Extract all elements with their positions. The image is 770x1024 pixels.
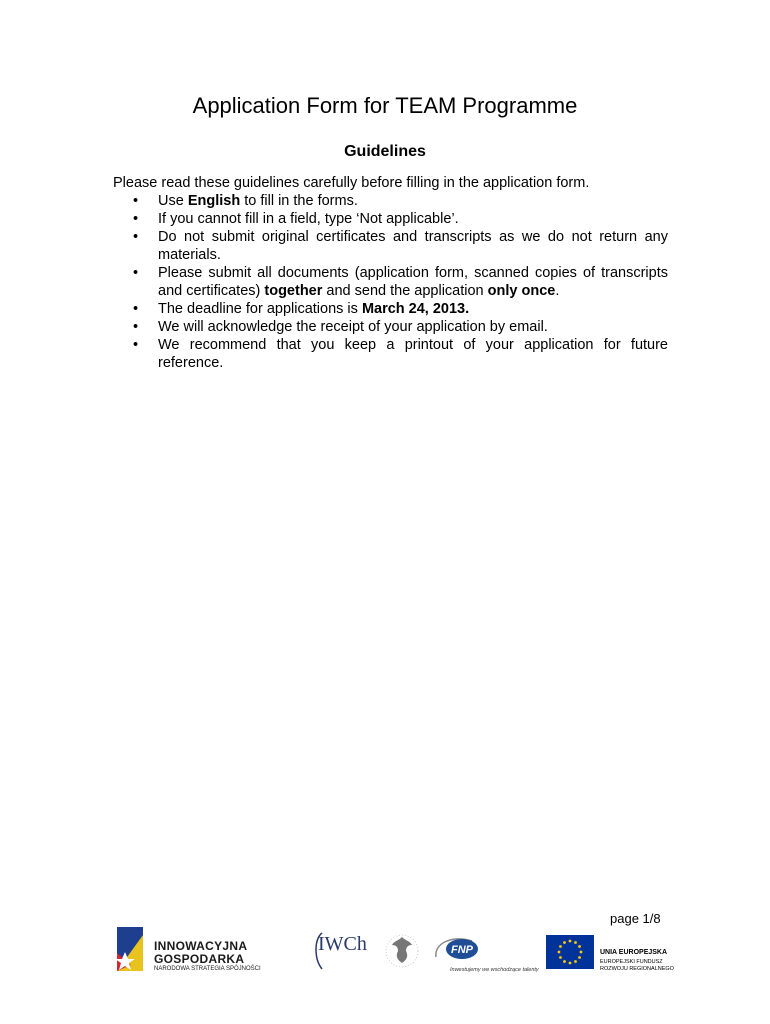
page-number: page 1/8 bbox=[610, 911, 661, 926]
guideline-text: . bbox=[555, 283, 560, 299]
ministry-seal-logo bbox=[384, 931, 420, 971]
footer-logos bbox=[0, 925, 770, 985]
guideline-text: We will acknowledge the receipt of your application by email. bbox=[158, 319, 548, 335]
bullet-dot: • bbox=[133, 229, 139, 245]
bullet-dot: • bbox=[133, 337, 139, 353]
iwch-logo bbox=[312, 929, 372, 973]
guideline-emphasis: together bbox=[264, 283, 323, 299]
innowacyjna-line3: NARODOWA STRATEGIA SPÓJNOŚCI bbox=[154, 966, 261, 972]
iwch-text: IWCh bbox=[318, 933, 367, 955]
eu-star-icon bbox=[558, 951, 561, 954]
eu-star-icon bbox=[559, 956, 562, 959]
guideline-item bbox=[113, 300, 668, 318]
eu-line1: UNIA EUROPEJSKA bbox=[600, 949, 668, 956]
eu-star-icon bbox=[578, 945, 581, 948]
bullet-dot: • bbox=[133, 319, 139, 335]
eu-line3: ROZWOJU REGIONALNEGO bbox=[600, 966, 674, 972]
eu-logo bbox=[546, 935, 676, 971]
guideline-item bbox=[113, 228, 668, 264]
guideline-item bbox=[113, 264, 668, 300]
bullet-dot: • bbox=[133, 265, 139, 281]
eu-star-icon bbox=[569, 962, 572, 965]
eu-flag-icon bbox=[546, 935, 594, 969]
innowacyjna-gospodarka-logo bbox=[113, 925, 283, 977]
guidelines-list bbox=[113, 192, 668, 372]
eu-star-icon bbox=[569, 940, 572, 943]
fnp-caption: Inwestujemy we wschodzące talenty bbox=[450, 967, 539, 973]
guidelines-heading: Guidelines bbox=[344, 143, 426, 160]
guideline-item bbox=[113, 210, 668, 228]
eu-star-icon bbox=[563, 960, 566, 963]
guideline-text: We recommend that you keep a printout of your application for future reference. bbox=[158, 337, 668, 371]
eu-star-icon bbox=[574, 941, 577, 944]
bullet-dot: • bbox=[133, 301, 139, 317]
guideline-text: Use bbox=[158, 193, 188, 209]
guideline-emphasis: March 24, 2013. bbox=[361, 301, 470, 317]
guideline-text: Please submit all documents (application form, scanned copies of transcripts and certificates) bbox=[158, 265, 668, 299]
eu-star-icon bbox=[563, 941, 566, 944]
bullet-dot: • bbox=[133, 211, 139, 227]
intro-text: Please read these guidelines carefully before filling in the application form. bbox=[113, 175, 590, 191]
innowacyjna-line2: GOSPODARKA bbox=[154, 952, 245, 966]
eu-star-icon bbox=[580, 951, 583, 954]
guideline-text: If you cannot fill in a field, type ‘Not applicable’. bbox=[158, 211, 459, 227]
guideline-text: to fill in the forms. bbox=[240, 193, 358, 209]
fnp-logo bbox=[432, 933, 539, 975]
eu-star-icon bbox=[559, 945, 562, 948]
innowacyjna-line1: INNOWACYJNA bbox=[154, 939, 248, 953]
guideline-text: Do not submit original certificates and transcripts as we do not return any materials. bbox=[158, 229, 668, 263]
guideline-text: The deadline for applications is bbox=[158, 301, 362, 317]
fnp-text: FNP bbox=[451, 944, 473, 956]
fnp-emblem-icon bbox=[432, 933, 482, 963]
document-title: Application Form for TEAM Programme bbox=[192, 93, 578, 118]
guideline-item bbox=[113, 192, 668, 210]
guideline-item bbox=[113, 336, 668, 372]
bullet-dot: • bbox=[133, 193, 139, 209]
guideline-item bbox=[113, 318, 668, 336]
guideline-text: and send the application bbox=[322, 283, 488, 299]
guideline-emphasis: English bbox=[187, 193, 241, 209]
eu-star-icon bbox=[574, 960, 577, 963]
eu-star-icon bbox=[578, 956, 581, 959]
innowacyjna-emblem-icon bbox=[113, 925, 151, 975]
guideline-emphasis: only once bbox=[487, 283, 556, 299]
eagle-seal-icon bbox=[384, 931, 420, 971]
eu-line2: EUROPEJSKI FUNDUSZ bbox=[600, 959, 663, 965]
